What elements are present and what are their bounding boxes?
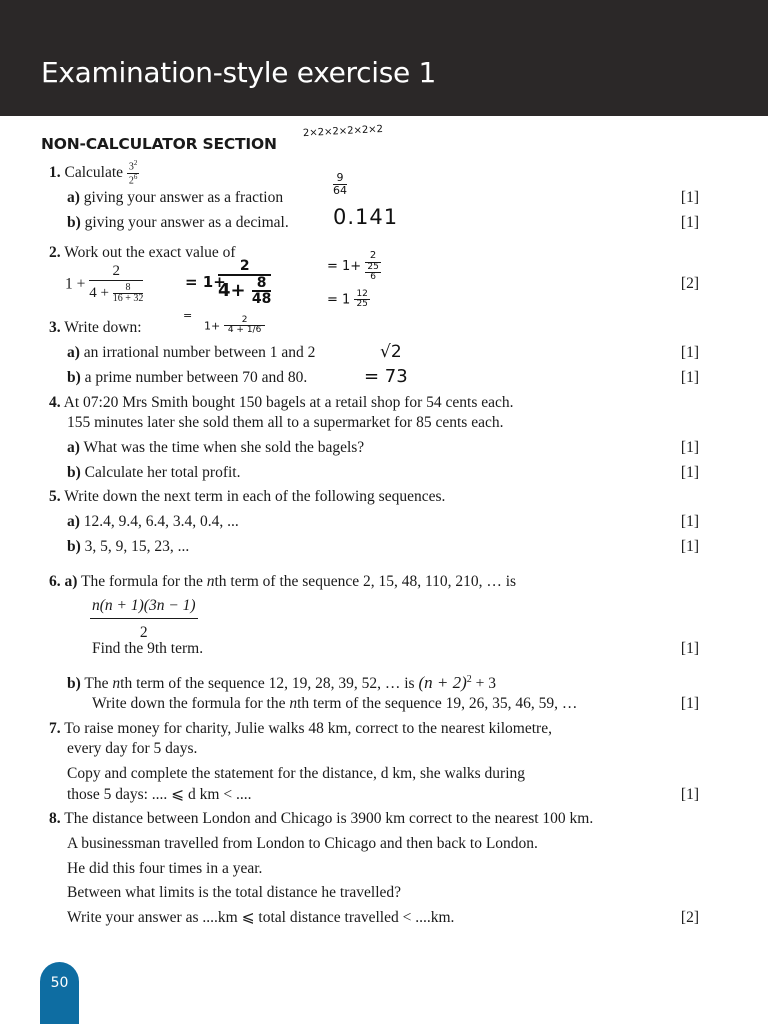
handwriting-q1a-answer: $\frac{9}{64}$ (333, 171, 347, 197)
question-8-line4: Between what limits is the total distance he travelled? (67, 884, 402, 901)
marks-1a: [1] (680, 189, 699, 206)
question-4b: b) Calculate her total profit. (67, 464, 241, 481)
marks-8: [2] (680, 909, 699, 926)
question-3b: b) a prime number between 70 and 80. (67, 369, 308, 386)
question-3a: a) an irrational number between 1 and 2 (67, 344, 316, 361)
question-6-formula: $\frac{n(n + 1)(3n - 1)}{2}$ (92, 597, 196, 642)
marks-5b: [1] (680, 538, 699, 555)
question-4-line2: 155 minutes later she sold them all to a supermarket for 85 cents each. (67, 414, 504, 431)
chapter-header (0, 0, 768, 116)
marks-6a: [1] (680, 640, 699, 657)
question-1a: a) giving your answer as a fraction (67, 189, 284, 206)
question-1 (49, 160, 139, 187)
question-5b: b) 3, 5, 9, 15, 23, ... (67, 538, 190, 555)
question-5: 5. Write down the next term in each of the following sequences. (49, 488, 446, 505)
handwriting-q3-working: 1+ $\frac{2}{4 + 1/6}$ (204, 316, 265, 336)
handwriting-q2-step2: = 1 $\frac{12}{25}$ (327, 289, 368, 310)
handwriting-q1b-answer: 0.141 (333, 205, 399, 229)
question-2-expression: 1 + 2 4 + $\frac{8}{16 + 32}$ (65, 263, 144, 305)
marks-5a: [1] (680, 513, 699, 530)
question-8-line5: Write your answer as ....km ⩽ total distance travelled < ....km. (67, 909, 455, 926)
question-6a-find: Find the 9th term. (92, 640, 204, 657)
handwriting-q1-working: 2×2×2×2×2×2 (302, 123, 384, 140)
handwriting-q3b-answer: = 73 (364, 366, 408, 387)
page-number-tab (40, 962, 79, 1024)
question-text: Calculate (64, 163, 124, 181)
question-6a: 6. a) The formula for the nth term of the sequence 2, 15, 48, 110, 210, … is (49, 573, 517, 590)
question-7: 7. To raise money for charity, Julie walks 48 km, correct to the nearest kilometre, (49, 720, 552, 737)
question-8-line2: A businessman travelled from London to Chicago and then back to London. (67, 835, 538, 852)
marks-2: [2] (680, 275, 699, 292)
question-7-line4: those 5 days: .... ⩽ d km < .... (67, 786, 252, 803)
marks-4a: [1] (680, 439, 699, 456)
handwriting-q2-equals: = (183, 309, 193, 322)
question-7-line2: every day for 5 days. (67, 740, 198, 757)
page-number: 50 (50, 975, 69, 991)
question-4a: a) What was the time when she sold the bagels? (67, 439, 365, 456)
page-title: Examination-style exercise 1 (41, 56, 437, 89)
question-1-fraction: $\frac{3^2}{2^6}$ (128, 159, 138, 187)
question-7-line3: Copy and complete the statement for the distance, d km, she walks during (67, 765, 525, 782)
question-number: 1. (49, 163, 61, 181)
question-3: 3. Write down: (49, 319, 142, 336)
handwriting-q2-prefix: = 1+ (185, 273, 226, 291)
question-5a: a) 12.4, 9.4, 6.4, 3.4, 0.4, ... (67, 513, 239, 530)
marks-1b: [1] (680, 214, 699, 231)
handwriting-q2-fraction: 2 4+ $\frac{8}{48}$ (218, 258, 272, 308)
marks-7: [1] (680, 786, 699, 803)
section-heading: NON-CALCULATOR SECTION (41, 135, 277, 153)
marks-3a: [1] (680, 344, 699, 361)
handwriting-q3a-answer: √2 (380, 342, 402, 362)
handwriting-q2-step1: = 1+ $\frac{2}{\frac{25}{6}}$ (327, 250, 379, 282)
question-6b-line2: Write down the formula for the nth term of the sequence 19, 26, 35, 46, 59, … (92, 695, 578, 712)
question-1b: b) giving your answer as a decimal. (67, 214, 289, 231)
question-8: 8. The distance between London and Chicago is 3900 km correct to the nearest 100 km. (49, 810, 594, 827)
question-6b: b) The nth term of the sequence 12, 19, 28, 39, 52, … is $(n + 2)^2 + 3$ (67, 673, 497, 693)
marks-3b: [1] (680, 369, 699, 386)
marks-6b: [1] (680, 695, 699, 712)
question-4: 4. At 07:20 Mrs Smith bought 150 bagels at a retail shop for 54 cents each. (49, 394, 514, 411)
question-2: 2. Work out the exact value of (49, 244, 236, 261)
question-8-line3: He did this four times in a year. (67, 860, 263, 877)
marks-4b: [1] (680, 464, 699, 481)
